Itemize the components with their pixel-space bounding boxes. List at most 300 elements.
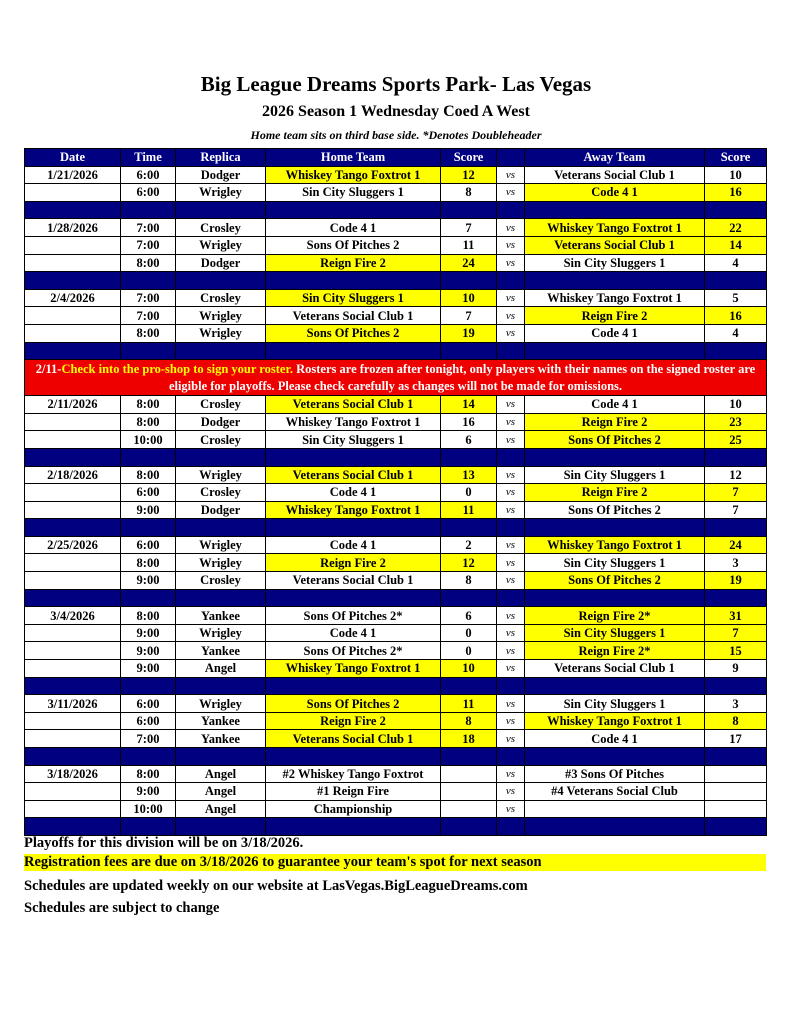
away-team: Reign Fire 2 [525, 307, 705, 325]
game-replica: Crosley [176, 289, 266, 307]
game-date [25, 554, 121, 572]
away-score: 10 [705, 396, 767, 414]
col-header-time: Time [121, 149, 176, 167]
game-row [25, 660, 767, 678]
separator-row [25, 448, 767, 466]
separator-row [25, 342, 767, 360]
separator-cell [176, 818, 266, 836]
away-score: 31 [705, 607, 767, 625]
game-date [25, 712, 121, 730]
col-header-away-score: Score [705, 149, 767, 167]
game-time: 9:00 [121, 624, 176, 642]
home-score: 13 [441, 466, 497, 484]
separator-cell [441, 342, 497, 360]
home-score: 8 [441, 184, 497, 202]
game-replica: Wrigley [176, 236, 266, 254]
vs-label: vs [497, 413, 525, 431]
schedule-table [24, 148, 767, 836]
separator-cell [497, 589, 525, 607]
home-score: 0 [441, 624, 497, 642]
away-team: Sin City Sluggers 1 [525, 554, 705, 572]
separator-cell [266, 677, 441, 695]
home-team: Whiskey Tango Foxtrot 1 [266, 660, 441, 678]
separator-cell [121, 448, 176, 466]
away-team: Code 4 1 [525, 324, 705, 342]
away-score: 19 [705, 572, 767, 590]
game-time: 6:00 [121, 166, 176, 184]
vs-label: vs [497, 289, 525, 307]
game-date: 2/4/2026 [25, 289, 121, 307]
game-replica: Angel [176, 660, 266, 678]
game-replica: Dodger [176, 413, 266, 431]
vs-label: vs [497, 660, 525, 678]
away-score: 5 [705, 289, 767, 307]
home-score: 10 [441, 289, 497, 307]
separator-cell [441, 748, 497, 766]
separator-cell [176, 342, 266, 360]
home-score: 10 [441, 660, 497, 678]
game-row [25, 536, 767, 554]
website-note: Schedules are updated weekly on our website at LasVegas.BigLeagueDreams.com [24, 878, 528, 894]
away-score [705, 783, 767, 801]
home-score: 0 [441, 484, 497, 502]
game-row [25, 607, 767, 625]
game-date [25, 484, 121, 502]
away-score: 8 [705, 712, 767, 730]
home-team: Sin City Sluggers 1 [266, 289, 441, 307]
game-replica: Dodger [176, 166, 266, 184]
col-header-home-team: Home Team [266, 149, 441, 167]
game-row [25, 184, 767, 202]
vs-label: vs [497, 730, 525, 748]
separator-cell [121, 519, 176, 537]
separator-cell [525, 342, 705, 360]
game-time: 8:00 [121, 554, 176, 572]
vs-label: vs [497, 642, 525, 660]
away-score: 17 [705, 730, 767, 748]
schedule-body [25, 166, 767, 835]
game-time: 7:00 [121, 219, 176, 237]
game-date [25, 431, 121, 449]
home-team: Championship [266, 800, 441, 818]
home-team: Whiskey Tango Foxtrot 1 [266, 413, 441, 431]
away-score [705, 765, 767, 783]
col-header-home-score: Score [441, 149, 497, 167]
away-team: Whiskey Tango Foxtrot 1 [525, 536, 705, 554]
home-score: 12 [441, 554, 497, 572]
separator-cell [525, 272, 705, 290]
separator-cell [497, 818, 525, 836]
separator-cell [176, 589, 266, 607]
separator-cell [121, 342, 176, 360]
game-time: 7:00 [121, 730, 176, 748]
game-replica: Wrigley [176, 554, 266, 572]
game-row [25, 695, 767, 713]
game-time: 7:00 [121, 236, 176, 254]
separator-cell [705, 748, 767, 766]
game-date: 2/25/2026 [25, 536, 121, 554]
roster-notice-text: Rosters are frozen after tonight, only players with their names on the signed roster are eligible for playoffs. Please check carefully as changes will not be made for omissions. [168, 361, 756, 393]
away-team: Veterans Social Club 1 [525, 660, 705, 678]
separator-cell [705, 818, 767, 836]
separator-cell [25, 448, 121, 466]
away-score: 22 [705, 219, 767, 237]
away-score: 7 [705, 501, 767, 519]
game-time: 7:00 [121, 307, 176, 325]
col-header-away-team: Away Team [525, 149, 705, 167]
game-time: 9:00 [121, 572, 176, 590]
separator-row [25, 818, 767, 836]
separator-cell [176, 519, 266, 537]
game-row [25, 413, 767, 431]
separator-cell [441, 201, 497, 219]
game-time: 10:00 [121, 800, 176, 818]
home-score: 16 [441, 413, 497, 431]
home-team: Reign Fire 2 [266, 554, 441, 572]
away-team: Reign Fire 2 [525, 484, 705, 502]
vs-label: vs [497, 324, 525, 342]
game-date: 2/11/2026 [25, 396, 121, 414]
game-time: 8:00 [121, 324, 176, 342]
separator-cell [525, 201, 705, 219]
separator-cell [705, 342, 767, 360]
away-team: Sin City Sluggers 1 [525, 254, 705, 272]
separator-cell [705, 272, 767, 290]
game-date: 3/4/2026 [25, 607, 121, 625]
away-team: #3 Sons Of Pitches [525, 765, 705, 783]
page-subtitle: 2026 Season 1 Wednesday Coed A West [262, 103, 530, 120]
away-score [705, 800, 767, 818]
game-replica: Crosley [176, 484, 266, 502]
game-time: 8:00 [121, 254, 176, 272]
separator-cell [25, 677, 121, 695]
away-score: 3 [705, 554, 767, 572]
separator-cell [176, 201, 266, 219]
away-team: Sin City Sluggers 1 [525, 624, 705, 642]
separator-row [25, 201, 767, 219]
separator-cell [266, 201, 441, 219]
separator-cell [121, 589, 176, 607]
game-row [25, 730, 767, 748]
game-row [25, 624, 767, 642]
home-team: Veterans Social Club 1 [266, 572, 441, 590]
home-team: Whiskey Tango Foxtrot 1 [266, 166, 441, 184]
game-row [25, 431, 767, 449]
game-time: 6:00 [121, 184, 176, 202]
game-date [25, 624, 121, 642]
home-team: Sons Of Pitches 2* [266, 607, 441, 625]
away-score: 15 [705, 642, 767, 660]
separator-cell [121, 748, 176, 766]
separator-cell [441, 677, 497, 695]
game-row [25, 254, 767, 272]
separator-cell [525, 589, 705, 607]
home-score: 24 [441, 254, 497, 272]
game-replica: Yankee [176, 642, 266, 660]
home-score: 6 [441, 607, 497, 625]
game-row [25, 642, 767, 660]
away-score: 16 [705, 307, 767, 325]
home-score: 19 [441, 324, 497, 342]
away-score: 7 [705, 624, 767, 642]
separator-cell [266, 589, 441, 607]
separator-cell [25, 272, 121, 290]
home-team: Sons Of Pitches 2 [266, 324, 441, 342]
away-score: 10 [705, 166, 767, 184]
away-team: Veterans Social Club 1 [525, 166, 705, 184]
separator-cell [25, 201, 121, 219]
separator-cell [176, 272, 266, 290]
separator-cell [25, 589, 121, 607]
home-team: #1 Reign Fire [266, 783, 441, 801]
home-team: Veterans Social Club 1 [266, 466, 441, 484]
game-replica: Wrigley [176, 184, 266, 202]
roster-notice [25, 360, 767, 396]
game-replica: Wrigley [176, 466, 266, 484]
home-team: Code 4 1 [266, 219, 441, 237]
game-replica: Wrigley [176, 624, 266, 642]
game-time: 8:00 [121, 413, 176, 431]
page-title: Big League Dreams Sports Park- Las Vegas [200, 72, 592, 96]
home-team: Code 4 1 [266, 536, 441, 554]
game-row [25, 572, 767, 590]
separator-row [25, 519, 767, 537]
col-header-date: Date [25, 149, 121, 167]
separator-cell [497, 201, 525, 219]
home-team: Veterans Social Club 1 [266, 396, 441, 414]
separator-cell [121, 677, 176, 695]
game-replica: Dodger [176, 501, 266, 519]
separator-cell [121, 818, 176, 836]
away-team: Reign Fire 2* [525, 607, 705, 625]
away-score: 4 [705, 324, 767, 342]
game-row [25, 800, 767, 818]
game-row [25, 307, 767, 325]
game-replica: Angel [176, 765, 266, 783]
game-replica: Crosley [176, 219, 266, 237]
separator-cell [525, 748, 705, 766]
home-score [441, 783, 497, 801]
game-time: 6:00 [121, 484, 176, 502]
away-team: Whiskey Tango Foxtrot 1 [525, 289, 705, 307]
game-time: 8:00 [121, 466, 176, 484]
away-team [525, 800, 705, 818]
separator-cell [705, 589, 767, 607]
home-team: Sin City Sluggers 1 [266, 184, 441, 202]
vs-label: vs [497, 800, 525, 818]
game-replica: Yankee [176, 712, 266, 730]
vs-label: vs [497, 236, 525, 254]
separator-cell [25, 519, 121, 537]
separator-cell [497, 677, 525, 695]
game-replica: Yankee [176, 730, 266, 748]
roster-notice-row [25, 360, 767, 396]
away-team: Sons Of Pitches 2 [525, 572, 705, 590]
game-date [25, 783, 121, 801]
game-replica: Wrigley [176, 536, 266, 554]
separator-cell [705, 201, 767, 219]
away-score: 24 [705, 536, 767, 554]
separator-cell [497, 519, 525, 537]
away-team: Sons Of Pitches 2 [525, 431, 705, 449]
home-team: Veterans Social Club 1 [266, 307, 441, 325]
separator-row [25, 677, 767, 695]
home-score: 11 [441, 501, 497, 519]
separator-cell [705, 677, 767, 695]
game-time: 10:00 [121, 431, 176, 449]
separator-cell [497, 748, 525, 766]
vs-label: vs [497, 765, 525, 783]
vs-label: vs [497, 572, 525, 590]
away-score: 9 [705, 660, 767, 678]
separator-cell [121, 272, 176, 290]
game-row [25, 484, 767, 502]
home-team: #2 Whiskey Tango Foxtrot [266, 765, 441, 783]
roster-notice-date: 2/11- [35, 361, 62, 376]
separator-cell [525, 677, 705, 695]
game-date [25, 184, 121, 202]
separator-cell [441, 272, 497, 290]
roster-notice-highlight: Check into the pro-shop to sign your roster. [61, 361, 293, 376]
game-row [25, 466, 767, 484]
subject-to-change-note: Schedules are subject to change [24, 900, 220, 916]
vs-label: vs [497, 254, 525, 272]
game-date [25, 413, 121, 431]
game-time: 8:00 [121, 396, 176, 414]
game-date: 1/28/2026 [25, 219, 121, 237]
game-date [25, 324, 121, 342]
game-time: 9:00 [121, 642, 176, 660]
separator-cell [266, 342, 441, 360]
away-team: Whiskey Tango Foxtrot 1 [525, 219, 705, 237]
separator-cell [497, 272, 525, 290]
away-team: Whiskey Tango Foxtrot 1 [525, 712, 705, 730]
game-replica: Wrigley [176, 324, 266, 342]
game-date: 2/18/2026 [25, 466, 121, 484]
home-score [441, 765, 497, 783]
home-score: 8 [441, 712, 497, 730]
game-row [25, 289, 767, 307]
game-date: 3/18/2026 [25, 765, 121, 783]
home-team: Reign Fire 2 [266, 254, 441, 272]
home-team: Sons Of Pitches 2 [266, 695, 441, 713]
game-date [25, 730, 121, 748]
game-time: 8:00 [121, 765, 176, 783]
vs-label: vs [497, 219, 525, 237]
separator-cell [266, 272, 441, 290]
separator-cell [525, 519, 705, 537]
home-team: Veterans Social Club 1 [266, 730, 441, 748]
game-row [25, 501, 767, 519]
home-score: 12 [441, 166, 497, 184]
game-time: 9:00 [121, 783, 176, 801]
home-team: Sin City Sluggers 1 [266, 431, 441, 449]
game-replica: Crosley [176, 572, 266, 590]
game-replica: Angel [176, 800, 266, 818]
game-replica: Wrigley [176, 695, 266, 713]
page-note: Home team sits on third base side. *Denotes Doubleheader [250, 128, 542, 142]
registration-note: Registration fees are due on 3/18/2026 to guarantee your team's spot for next season [24, 854, 766, 871]
game-date: 1/21/2026 [25, 166, 121, 184]
vs-label: vs [497, 484, 525, 502]
away-score: 25 [705, 431, 767, 449]
separator-cell [176, 677, 266, 695]
away-team: Sons Of Pitches 2 [525, 501, 705, 519]
away-team: Code 4 1 [525, 184, 705, 202]
separator-cell [441, 448, 497, 466]
home-team: Reign Fire 2 [266, 712, 441, 730]
home-score: 7 [441, 219, 497, 237]
away-score: 7 [705, 484, 767, 502]
away-team: Code 4 1 [525, 730, 705, 748]
game-row [25, 166, 767, 184]
table-header-row [25, 149, 767, 167]
away-team: Veterans Social Club 1 [525, 236, 705, 254]
game-time: 7:00 [121, 289, 176, 307]
game-date [25, 307, 121, 325]
away-score: 12 [705, 466, 767, 484]
game-row [25, 783, 767, 801]
vs-label: vs [497, 184, 525, 202]
away-team: Reign Fire 2 [525, 413, 705, 431]
vs-label: vs [497, 554, 525, 572]
home-team: Code 4 1 [266, 624, 441, 642]
home-team: Sons Of Pitches 2 [266, 236, 441, 254]
separator-cell [525, 448, 705, 466]
separator-cell [266, 748, 441, 766]
game-replica: Yankee [176, 607, 266, 625]
vs-label: vs [497, 466, 525, 484]
game-row [25, 554, 767, 572]
home-score: 6 [441, 431, 497, 449]
home-score: 0 [441, 642, 497, 660]
separator-cell [176, 448, 266, 466]
separator-cell [497, 342, 525, 360]
game-date [25, 254, 121, 272]
vs-label: vs [497, 607, 525, 625]
away-score: 4 [705, 254, 767, 272]
away-score: 23 [705, 413, 767, 431]
vs-label: vs [497, 624, 525, 642]
game-replica: Angel [176, 783, 266, 801]
game-date [25, 572, 121, 590]
away-score: 16 [705, 184, 767, 202]
game-row [25, 396, 767, 414]
vs-label: vs [497, 695, 525, 713]
home-team: Code 4 1 [266, 484, 441, 502]
vs-label: vs [497, 166, 525, 184]
home-score: 7 [441, 307, 497, 325]
home-score: 8 [441, 572, 497, 590]
separator-cell [705, 519, 767, 537]
game-time: 8:00 [121, 607, 176, 625]
col-header-vs [497, 149, 525, 167]
separator-cell [441, 818, 497, 836]
home-score: 2 [441, 536, 497, 554]
away-team: Sin City Sluggers 1 [525, 466, 705, 484]
separator-cell [176, 748, 266, 766]
away-score: 3 [705, 695, 767, 713]
separator-row [25, 589, 767, 607]
separator-cell [266, 448, 441, 466]
game-time: 6:00 [121, 695, 176, 713]
separator-row [25, 272, 767, 290]
home-score: 11 [441, 695, 497, 713]
separator-cell [25, 748, 121, 766]
game-row [25, 712, 767, 730]
home-score: 11 [441, 236, 497, 254]
home-score: 18 [441, 730, 497, 748]
